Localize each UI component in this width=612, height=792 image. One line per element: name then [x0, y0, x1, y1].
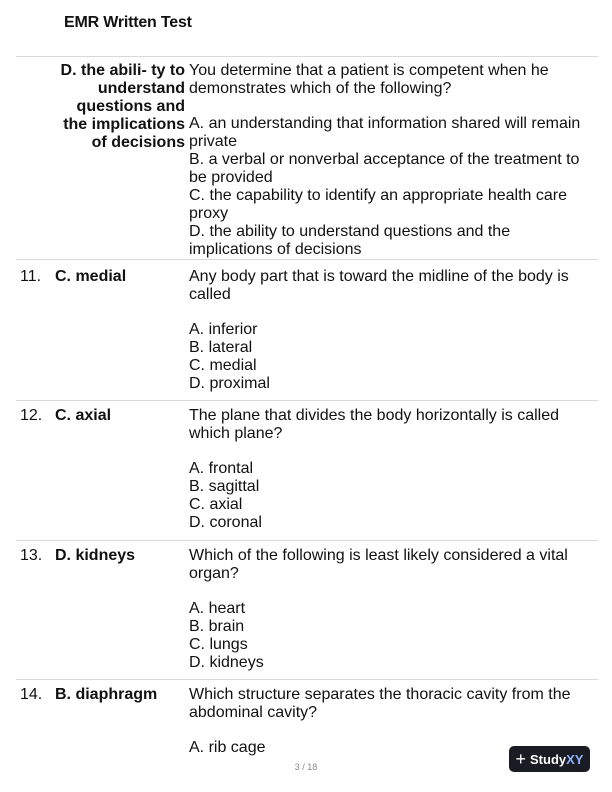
page-title: EMR Written Test — [64, 14, 192, 31]
question-text: Which structure separates the thoracic cavity from the abdominal cavity? — [189, 686, 571, 721]
option-c: C. the capability to identify an appropriate health care proxy — [189, 187, 568, 222]
answer-text: D. kidneys — [55, 547, 136, 564]
question-number: 14. — [20, 686, 43, 703]
divider — [16, 259, 598, 260]
option-d: D. the ability to understand questions and the implications of decisions — [189, 223, 511, 258]
answer-text: C. medial — [55, 268, 127, 285]
answer-text: D. the abili- ty to understand questions and the implications of decisions — [60, 62, 185, 151]
answer-text: B. diaphragm — [55, 686, 158, 703]
badge-prefix: Study — [530, 751, 567, 767]
plus-icon: + — [515, 749, 527, 769]
option-d: D. coronal — [189, 514, 262, 531]
question-number: 11. — [20, 268, 42, 285]
question-number: 13. — [20, 547, 43, 564]
divider — [16, 400, 598, 401]
studyxy-badge[interactable] — [509, 746, 590, 772]
option-a: A. rib cage — [189, 739, 266, 756]
option-b: B. lateral — [189, 339, 253, 356]
option-d: D. proximal — [189, 375, 270, 392]
question-block — [189, 62, 594, 259]
badge-suffix: XY — [566, 751, 584, 767]
question-text: Which of the following is least likely considered a vital organ? — [189, 547, 568, 582]
question-text: The plane that divides the body horizontally is called which plane? — [189, 407, 559, 442]
option-d: D. kidneys — [189, 654, 264, 671]
page-indicator: 3 / 18 — [294, 762, 318, 772]
option-b: B. brain — [189, 618, 245, 635]
option-a: A. inferior — [189, 321, 258, 338]
answer-text: C. axial — [55, 407, 112, 424]
option-c: C. lungs — [189, 636, 248, 653]
option-a: A. an understanding that information shared will remain private — [189, 115, 581, 150]
question-block — [189, 547, 594, 672]
option-a: A. frontal — [189, 460, 254, 477]
question-text: You determine that a patient is competent when he demonstrates which of the following? — [189, 62, 549, 97]
divider — [16, 540, 598, 541]
option-c: C. medial — [189, 357, 257, 374]
divider — [16, 679, 598, 680]
option-a: A. heart — [189, 600, 246, 617]
option-c: C. axial — [189, 496, 243, 513]
question-block — [189, 407, 594, 532]
divider — [16, 56, 598, 57]
option-b: B. a verbal or nonverbal acceptance of the treatment to be provided — [189, 151, 580, 186]
question-block — [189, 268, 594, 393]
question-text: Any body part that is toward the midline of the body is called — [189, 268, 569, 303]
option-b: B. sagittal — [189, 478, 260, 495]
question-number: 12. — [20, 407, 43, 424]
